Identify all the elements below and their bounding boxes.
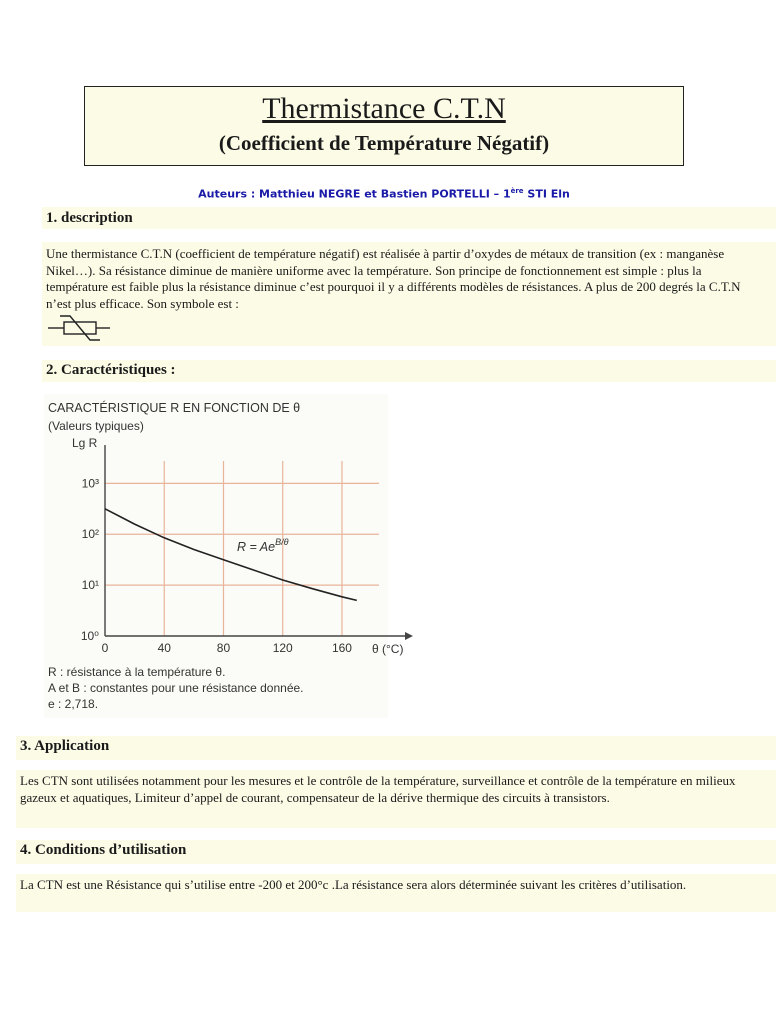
x-tick-label-80: 80: [216, 641, 231, 655]
y-tick-label-2: 10²: [81, 527, 99, 542]
chart-formula-main: R = Ae: [237, 540, 276, 554]
heading-caracteristiques: 2. Caractéristiques :: [46, 362, 176, 378]
x-tick-label-40: 40: [157, 641, 171, 655]
chart-subtitle: (Valeurs typiques): [48, 419, 144, 433]
description-text: Une thermistance C.T.N (coefficient de température négatif) est réalisée à partir d’oxydes de métaux de transition (ex : manganèse Nikel…). Sa résistance diminue de manière uniforme avec la température. Son principe de fonctionnement est simple : plus la température est faible plus la résistance diminue c’est pourquoi il y a différents modèles de résistances. A plus de 200 degrés la C.T.N n’est plus efficace. Son symbole est :: [46, 246, 741, 311]
chart-note-1: R : résistance à la température θ.: [48, 665, 226, 679]
authors-line: [0, 187, 768, 201]
application-text: Les CTN sont utilisées notamment pour les mesures et le contrôle de la température, surveillance et contrôle de la température en milieux gazeux et aquatiques, Limiteur d’appel de courant, compensateur de la dérive thermique des circuits à transistors.: [20, 773, 736, 805]
heading-description: 1. description: [46, 210, 133, 226]
section-band-description: [42, 207, 776, 229]
x-tick-label-0: 0: [101, 641, 109, 655]
chart-note-3: e : 2,718.: [48, 697, 99, 711]
y-tick-label-1: 10¹: [81, 578, 99, 593]
page-title: Thermistance C.T.N: [262, 92, 506, 125]
authors-superscript: ère: [510, 187, 524, 195]
chart-formula-exp: B/θ: [275, 537, 289, 547]
authors-suffix: STI Eln: [523, 187, 570, 201]
chart-series-curve: [105, 509, 357, 601]
x-tick-label-120: 120: [272, 641, 293, 655]
y-tick-label-3: 10³: [81, 476, 99, 491]
heading-conditions: 4. Conditions d’utilisation: [20, 842, 187, 858]
symbol-diagonal: [60, 316, 100, 340]
section-band-application: [16, 736, 776, 760]
chart-formula: [237, 537, 289, 554]
chart-note-2: A et B : constantes pour une résistance donnée.: [48, 681, 304, 695]
chart-ticks: [81, 476, 352, 655]
chart-ylabel: Lg R: [72, 436, 98, 450]
y-tick-label-0: 10⁰: [80, 629, 99, 643]
x-tick-label-160: 160: [331, 641, 352, 655]
conditions-text: La CTN est une Résistance qui s’utilise entre -200 et 200°c .La résistance sera alors déterminée suivant les critères d’utilisation.: [20, 877, 687, 892]
page-subtitle: (Coefficient de Température Négatif): [218, 131, 550, 155]
chart-title: CARACTÉRISTIQUE R EN FONCTION DE θ: [48, 401, 301, 415]
thermistor-symbol: [46, 312, 116, 346]
authors-prefix: Auteurs : Matthieu NEGRE et Bastien PORTELLI – 1: [198, 187, 511, 201]
title-box: [84, 86, 684, 166]
heading-application: 3. Application: [20, 738, 110, 754]
x-axis-arrow: [405, 632, 413, 640]
chart-xlabel: θ (°C): [372, 642, 404, 656]
resistance-temperature-chart: [44, 394, 404, 718]
